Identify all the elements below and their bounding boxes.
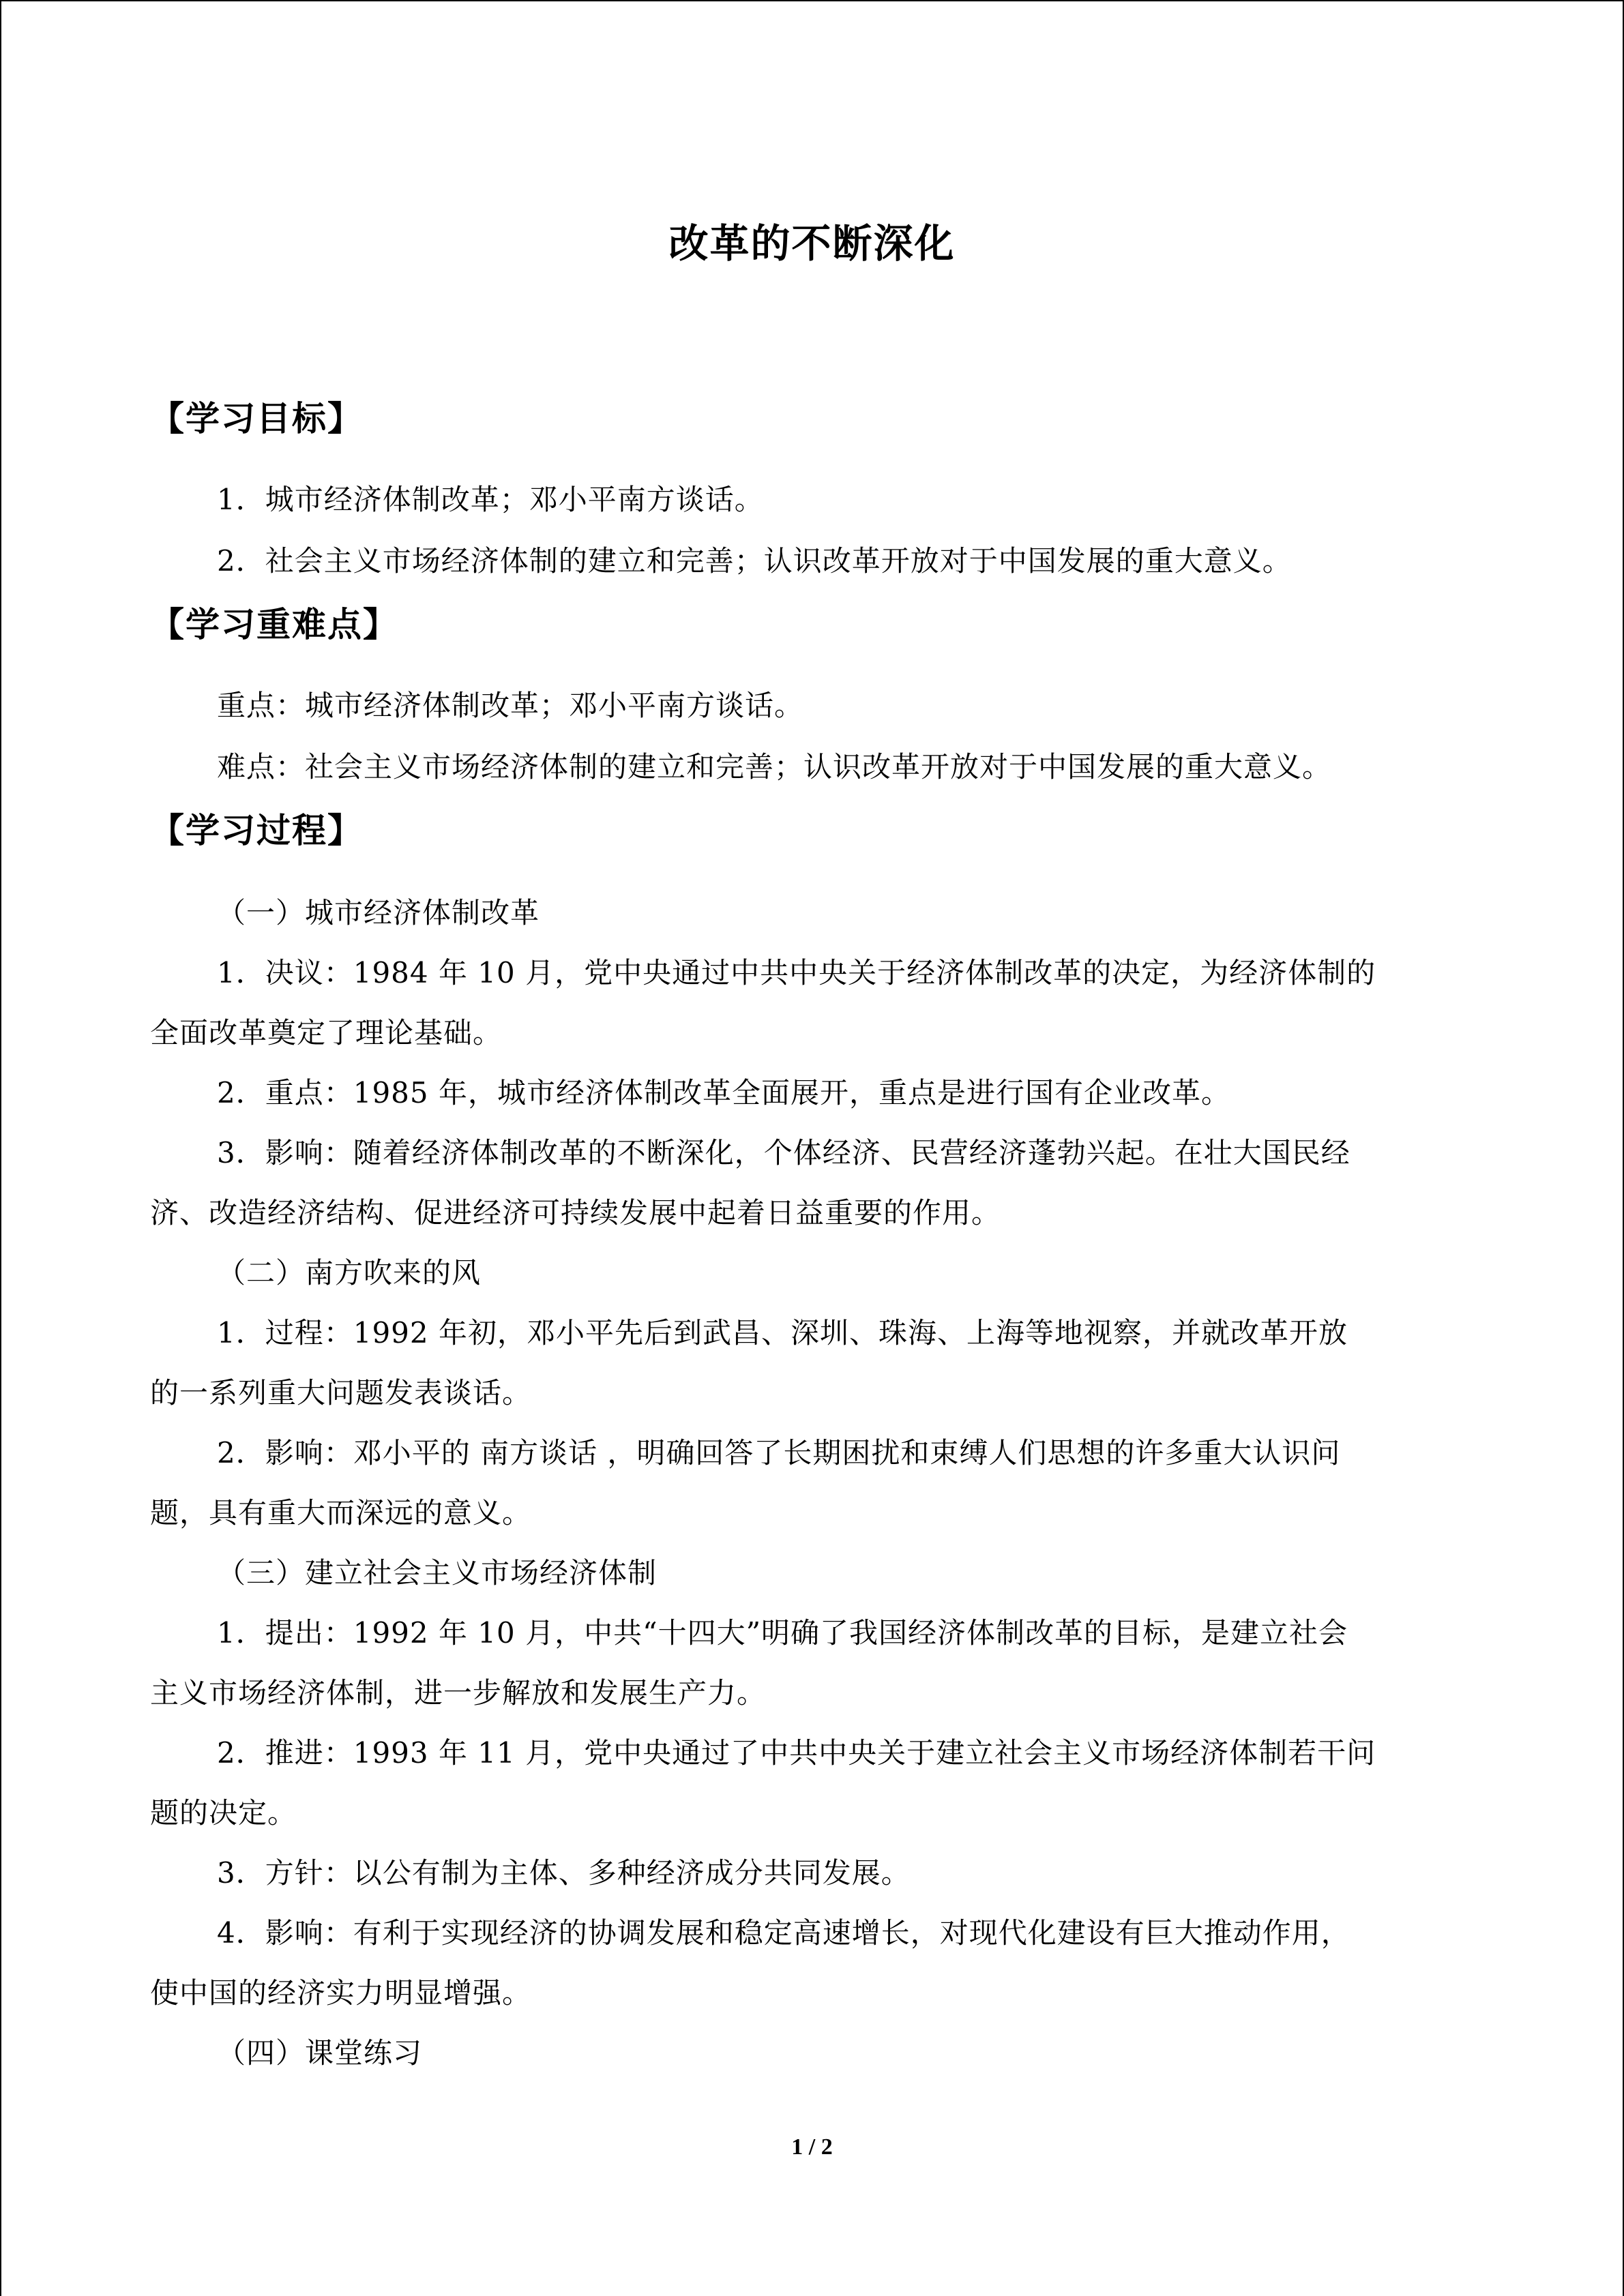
process-line: 2．推进：1993 年 11 月，党中央通过了中共中央关于建立社会主义市场经济体制若干问: [217, 1736, 1376, 1770]
process-line: 1．过程：1992 年初，邓小平先后到武昌、深圳、珠海、上海等地视察，并就改革开放: [217, 1316, 1348, 1350]
subsection-heading-1: （一）城市经济体制改革: [217, 896, 540, 929]
process-line: 3．影响：随着经济体制改革的不断深化，个体经济、民营经济蓬勃兴起。在壮大国民经: [217, 1136, 1350, 1169]
subsection-heading-2: （二）南方吹来的风: [217, 1256, 482, 1289]
process-line: 主义市场经济体制，进一步解放和发展生产力。: [150, 1676, 767, 1710]
objective-item-1: 1．城市经济体制改革；邓小平南方谈话。: [217, 483, 764, 516]
page-title: 改革的不断深化: [668, 220, 956, 267]
subsection-heading-3: （三）建立社会主义市场经济体制: [217, 1556, 658, 1590]
section-heading-process: 【学习过程】: [150, 811, 363, 850]
process-line: 2．重点：1985 年，城市经济体制改革全面展开，重点是进行国有企业改革。: [217, 1076, 1230, 1109]
process-line: 1．提出：1992 年 10 月，中共“十四大”明确了我国经济体制改革的目标，是建立社会: [217, 1616, 1348, 1650]
section-heading-objectives: 【学习目标】: [150, 399, 363, 438]
subsection-heading-4: （四）课堂练习: [217, 2036, 423, 2070]
section-heading-key-points: 【学习重难点】: [150, 605, 398, 644]
page-number: 1 / 2: [791, 2134, 833, 2160]
process-line: 4．影响：有利于实现经济的协调发展和稳定高速增长，对现代化建设有巨大推动作用，: [217, 1916, 1350, 1950]
process-line: 题，具有重大而深远的意义。: [150, 1496, 532, 1530]
process-line: 2．影响：邓小平的 南方谈话 ，明确回答了长期困扰和束缚人们思想的许多重大认识问: [217, 1436, 1341, 1470]
process-line: 的一系列重大问题发表谈话。: [150, 1376, 532, 1410]
process-line: 题的决定。: [150, 1796, 297, 1830]
objective-item-2: 2．社会主义市场经济体制的建立和完善；认识改革开放对于中国发展的重大意义。: [217, 544, 1292, 578]
process-line: 1．决议：1984 年 10 月，党中央通过中共中央关于经济体制改革的决定，为经济体制的: [217, 956, 1376, 989]
process-line: 3．方针：以公有制为主体、多种经济成分共同发展。: [217, 1856, 911, 1890]
key-point-item-1: 重点：城市经济体制改革；邓小平南方谈话。: [217, 689, 804, 722]
process-line: 济、改造经济结构、促进经济可持续发展中起着日益重要的作用。: [150, 1196, 1001, 1229]
process-line: 全面改革奠定了理论基础。: [150, 1016, 503, 1049]
key-point-item-2: 难点：社会主义市场经济体制的建立和完善；认识改革开放对于中国发展的重大意义。: [217, 750, 1332, 784]
process-line: 使中国的经济实力明显增强。: [150, 1976, 532, 2010]
